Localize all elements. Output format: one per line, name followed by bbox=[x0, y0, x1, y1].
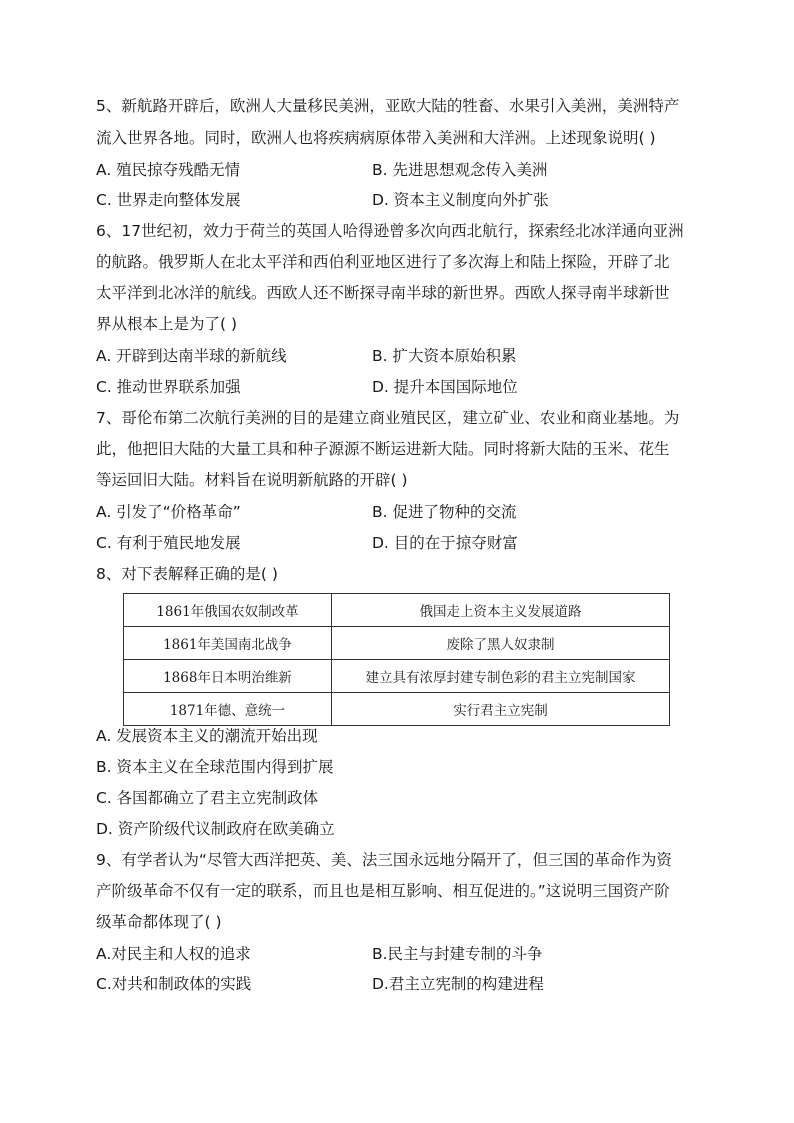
table-cell-event: 1861年美国南北战争 bbox=[124, 627, 332, 660]
q6-option-b[interactable]: B. 扩大资本原始积累 bbox=[372, 347, 517, 365]
q9-option-c[interactable]: C.对共和制政体的实践 bbox=[96, 975, 252, 993]
q5-option-a[interactable]: A. 殖民掠夺残酷无情 bbox=[96, 161, 241, 179]
table-cell-event: 1861年俄国农奴制改革 bbox=[124, 594, 332, 627]
q7-stem-line-2: 此，他把旧大陆的大量工具和种子源源不断运进新大陆。同时将新大陆的玉米、花生 bbox=[96, 440, 670, 458]
q5-stem-line-1: 5、新航路开辟后，欧洲人大量移民美洲，亚欧大陆的牲畜、水果引入美洲，美洲特产 bbox=[96, 97, 680, 115]
q7-option-b[interactable]: B. 促进了物种的交流 bbox=[372, 503, 517, 521]
table-cell-result: 建立具有浓厚封建专制色彩的君主立宪制国家 bbox=[332, 660, 670, 693]
q6-option-c[interactable]: C. 推动世界联系加强 bbox=[96, 378, 241, 396]
q7-option-c[interactable]: C. 有利于殖民地发展 bbox=[96, 534, 241, 552]
q6-option-a[interactable]: A. 开辟到达南半球的新航线 bbox=[96, 347, 287, 365]
q8-option-a[interactable]: A. 发展资本主义的潮流开始出现 bbox=[96, 727, 318, 745]
q9-stem-line-3: 级革命都体现了( ) bbox=[96, 913, 222, 931]
q8-stem-line-1: 8、对下表解释正确的是( ) bbox=[96, 565, 278, 583]
q9-option-d[interactable]: D.君主立宪制的构建进程 bbox=[372, 975, 544, 993]
q7-stem-line-1: 7、哥伦布第二次航行美洲的目的是建立商业殖民区，建立矿业、农业和商业基地。为 bbox=[96, 409, 680, 427]
q5-option-d[interactable]: D. 资本主义制度向外扩张 bbox=[372, 191, 549, 209]
q9-option-a[interactable]: A.对民主和人权的追求 bbox=[96, 945, 251, 963]
table-row bbox=[124, 627, 670, 660]
q8-option-d[interactable]: D. 资产阶级代议制政府在欧美确立 bbox=[96, 820, 335, 838]
q9-stem-line-2: 产阶级革命不仅有一定的联系，而且也是相互影响、相互促进的。”这说明三国资产阶 bbox=[96, 882, 670, 900]
table-cell-result: 废除了黑人奴隶制 bbox=[332, 627, 670, 660]
table-cell-event: 1871年德、意统一 bbox=[124, 693, 332, 726]
q7-option-a[interactable]: A. 引发了“价格革命” bbox=[96, 503, 241, 521]
q5-option-b[interactable]: B. 先进思想观念传入美洲 bbox=[372, 161, 548, 179]
table-row bbox=[124, 693, 670, 726]
q8-option-b[interactable]: B. 资本主义在全球范围内得到扩展 bbox=[96, 758, 334, 776]
q6-stem-line-4: 界从根本上是为了( ) bbox=[96, 315, 238, 333]
q5-stem-line-2: 流入世界各地。同时，欧洲人也将疾病病原体带入美洲和大洋洲。上述现象说明( ) bbox=[96, 129, 656, 147]
q6-option-d[interactable]: D. 提升本国国际地位 bbox=[372, 378, 518, 396]
q6-stem-line-1: 6、17世纪初，效力于荷兰的英国人哈得逊曾多次向西北航行，探索经北冰洋通向亚洲 bbox=[96, 222, 684, 240]
q8-option-c[interactable]: C. 各国都确立了君主立宪制政体 bbox=[96, 789, 319, 807]
q8-table bbox=[123, 593, 670, 726]
table-row bbox=[124, 660, 670, 693]
q7-option-d[interactable]: D. 目的在于掠夺财富 bbox=[372, 534, 518, 552]
table-cell-event: 1868年日本明治维新 bbox=[124, 660, 332, 693]
q9-stem-line-1: 9、有学者认为“尽管大西洋把英、美、法三国永远地分隔开了，但三国的革命作为资 bbox=[96, 851, 672, 869]
q5-option-c[interactable]: C. 世界走向整体发展 bbox=[96, 191, 241, 209]
q9-option-b[interactable]: B.民主与封建专制的斗争 bbox=[372, 945, 543, 963]
q7-stem-line-3: 等运回旧大陆。材料旨在说明新航路的开辟( ) bbox=[96, 471, 408, 489]
q6-stem-line-2: 的航路。俄罗斯人在北太平洋和西伯利亚地区进行了多次海上和陆上探险，开辟了北 bbox=[96, 253, 670, 271]
table-cell-result: 实行君主立宪制 bbox=[332, 693, 670, 726]
q6-stem-line-3: 太平洋到北冰洋的航线。西欧人还不断探寻南半球的新世界。西欧人探寻南半球新世 bbox=[96, 284, 670, 302]
table-row bbox=[124, 594, 670, 627]
table-cell-result: 俄国走上资本主义发展道路 bbox=[332, 594, 670, 627]
